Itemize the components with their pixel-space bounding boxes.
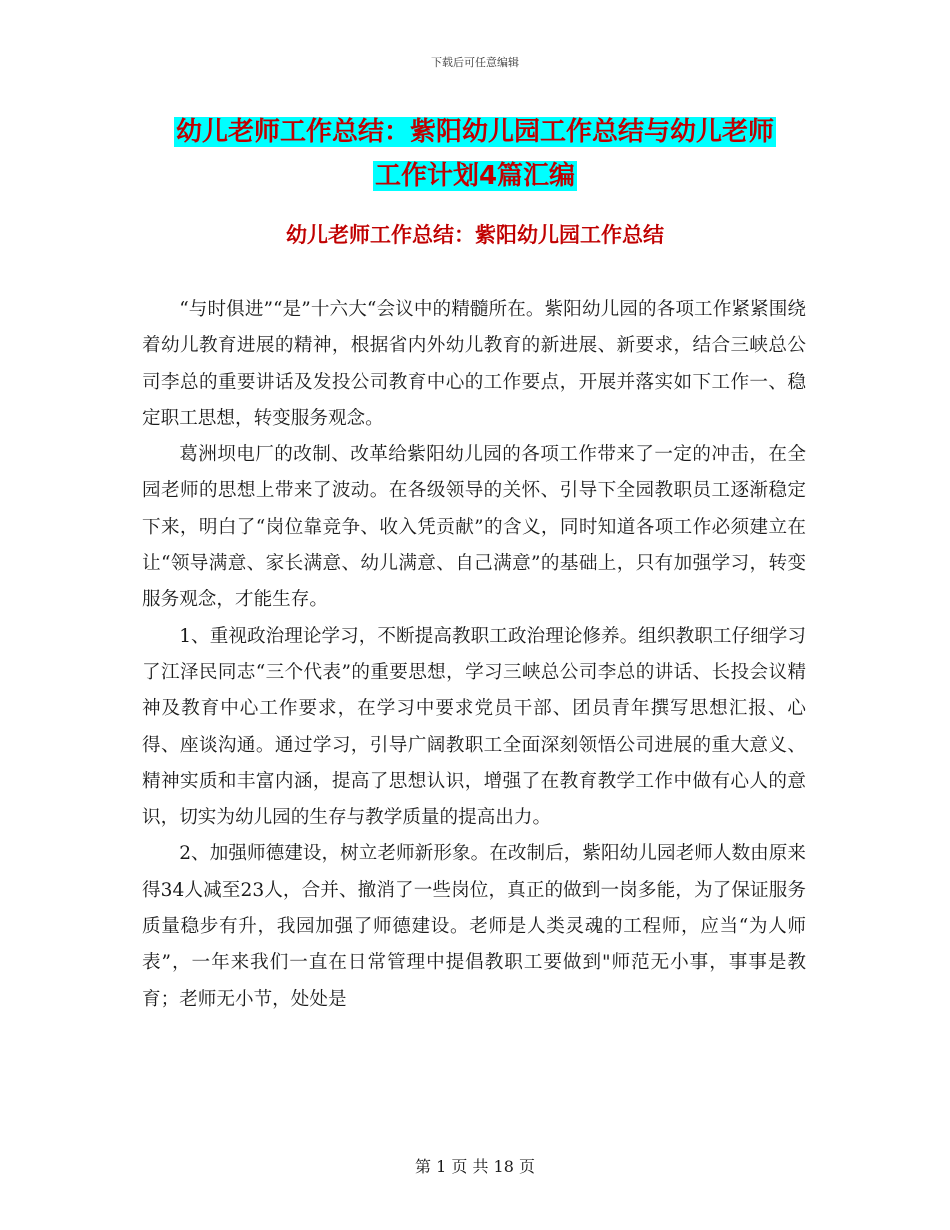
- document-title-line-1: [0, 110, 950, 154]
- page-number-footer: 第 1 页 共 18 页: [415, 1157, 535, 1176]
- paragraph-2: 葛洲坝电厂的改制、改革给紫阳幼儿园的各项工作带来了一定的冲击，在全园老师的思想上带来了波动。在各级领导的关怀、引导下全园教职员工逐渐稳定下来，明白了“岗位靠竞争、收入凭贡献”的含义，同时知道各项工作必须建立在让“领导满意、家长满意、幼儿满意、自己满意”的基础上，只有加强学习，转变服务观念，才能生存。: [142, 444, 806, 611]
- document-body: [142, 292, 806, 1018]
- document-title: [0, 110, 950, 198]
- document-title-line-2: [0, 154, 950, 198]
- title-highlight-1: 幼儿老师工作总结：紫阳幼儿园工作总结与幼儿老师: [175, 117, 774, 147]
- section-title: 幼儿老师工作总结：紫阳幼儿园工作总结: [286, 223, 664, 247]
- paragraph-4: 2、加强师德建设，树立老师新形象。在改制后，紫阳幼儿园老师人数由原来得34人减至23人，合并、撤消了一些岗位，真正的做到一岗多能，为了保证服务质量稳步有升，我园加强了师德建设。老师是人类灵魂的工程师，应当“为人师表”，一年来我们一直在日常管理中提倡教职工要做到"师范无小事，事事是教育；老师无小节，处处是: [142, 843, 806, 1010]
- paragraph-1: “与时俱进”“是”十六大“会议中的精髓所在。紫阳幼儿园的各项工作紧紧围绕着幼儿教育进展的精神，根据省内外幼儿教育的新进展、新要求，结合三峡总公司李总的重要讲话及发投公司教育中心的工作要点，开展并落实如下工作一、稳定职工思想，转变服务观念。: [142, 299, 806, 429]
- title-highlight-2: 工作计划4篇汇编: [374, 161, 576, 191]
- paragraph-3: 1、重视政治理论学习，不断提高教职工政治理论修养。组织教职工仔细学习了江泽民同志“三个代表”的重要思想，学习三峡总公司李总的讲话、长投会议精神及教育中心工作要求，在学习中要求党员干部、团员青年撰写思想汇报、心得、座谈沟通。通过学习，引导广阔教职工全面深刻领悟公司进展的重大意义、精神实质和丰富内涵，提高了思想认识，增强了在教育教学工作中做有心人的意识，切实为幼儿园的生存与教学质量的提高出力。: [142, 625, 806, 829]
- page-header-note: 下载后可任意编辑: [431, 56, 519, 69]
